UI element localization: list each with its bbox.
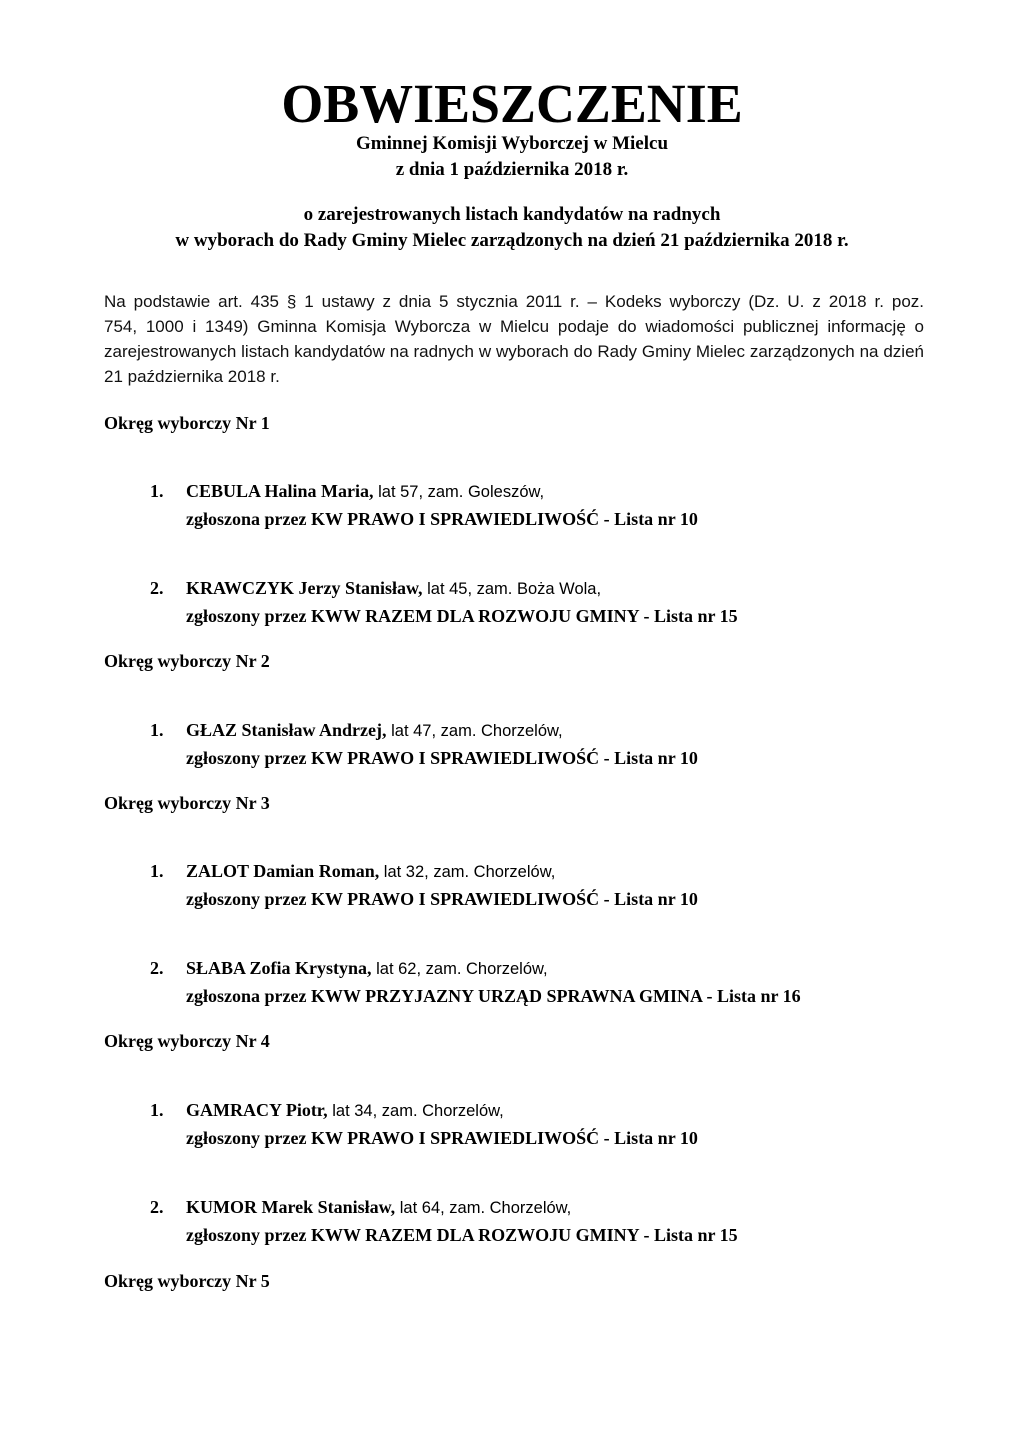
- candidate-name: SŁABA Zofia Krystyna,: [186, 958, 372, 978]
- candidate-entry: [150, 478, 698, 533]
- candidate-name: GŁAZ Stanisław Andrzej,: [186, 720, 387, 740]
- candidate-number: 2.: [150, 1197, 164, 1217]
- district-heading: Okręg wyborczy Nr 2: [104, 651, 270, 671]
- district-heading: Okręg wyborczy Nr 1: [104, 413, 270, 433]
- document-title: OBWIESZCZENIE: [281, 73, 743, 134]
- candidate-info: lat 57, zam. Goleszów,: [373, 483, 545, 501]
- date-line: z dnia 1 października 2018 r.: [395, 159, 629, 180]
- district-heading: Okręg wyborczy Nr 3: [104, 793, 270, 813]
- candidate-entry: [150, 955, 801, 1010]
- candidate-submitted-by: zgłoszony przez KWW RAZEM DLA ROZWOJU GMINY - Lista nr 15: [186, 606, 738, 626]
- body-line-3: zarejestrowanych listach kandydatów na radnych w wyborach do Rady Gminy Mielec zarządzonych na dzień: [104, 342, 924, 361]
- candidate-number: 2.: [150, 958, 164, 978]
- candidate-entry: [150, 1097, 698, 1152]
- candidate-entry: [150, 717, 698, 772]
- candidate-number: 1.: [150, 1100, 164, 1120]
- candidate-name: KRAWCZYK Jerzy Stanisław,: [186, 578, 423, 598]
- candidate-name: CEBULA Halina Maria,: [186, 481, 374, 501]
- body-paragraph: [104, 289, 924, 389]
- candidate-info: lat 47, zam. Chorzelów,: [386, 722, 563, 740]
- candidate-entry: [150, 858, 698, 913]
- district-heading: Okręg wyborczy Nr 5: [104, 1271, 270, 1291]
- candidate-name: GAMRACY Piotr,: [186, 1100, 328, 1120]
- candidate-submitted-by: zgłoszony przez KW PRAWO I SPRAWIEDLIWOŚĆ - Lista nr 10: [186, 748, 698, 768]
- candidate-submitted-by: zgłoszony przez KWW RAZEM DLA ROZWOJU GMINY - Lista nr 15: [186, 1225, 738, 1245]
- issuer-line: Gminnej Komisji Wyborczej w Mielcu: [355, 133, 669, 154]
- subject-line-1: o zarejestrowanych listach kandydatów na radnych: [303, 204, 721, 225]
- candidate-info: lat 32, zam. Chorzelów,: [379, 863, 556, 881]
- candidate-info: lat 64, zam. Chorzelów,: [395, 1199, 572, 1217]
- candidate-number: 1.: [150, 481, 164, 501]
- candidate-number: 2.: [150, 578, 164, 598]
- candidate-info: lat 45, zam. Boża Wola,: [422, 580, 602, 598]
- body-line-1: Na podstawie art. 435 § 1 ustawy z dnia 5 stycznia 2011 r. – Kodeks wyborczy (Dz. U. z 2018 r. poz.: [104, 292, 924, 311]
- candidate-submitted-by: zgłoszona przez KW PRAWO I SPRAWIEDLIWOŚĆ - Lista nr 10: [186, 509, 698, 529]
- district-heading: Okręg wyborczy Nr 4: [104, 1031, 270, 1051]
- candidate-number: 1.: [150, 861, 164, 881]
- candidate-submitted-by: zgłoszona przez KWW PRZYJAZNY URZĄD SPRAWNA GMINA - Lista nr 16: [186, 986, 801, 1006]
- candidate-name: ZALOT Damian Roman,: [186, 861, 380, 881]
- body-line-4: 21 października 2018 r.: [104, 367, 280, 386]
- candidate-info: lat 34, zam. Chorzelów,: [327, 1102, 504, 1120]
- candidate-entry: [150, 575, 738, 630]
- candidate-info: lat 62, zam. Chorzelów,: [371, 960, 548, 978]
- body-line-2: 754, 1000 i 1349) Gminna Komisja Wyborcza w Mielcu podaje do wiadomości publicznej informację o: [104, 317, 924, 336]
- candidate-submitted-by: zgłoszony przez KW PRAWO I SPRAWIEDLIWOŚĆ - Lista nr 10: [186, 1128, 698, 1148]
- candidate-number: 1.: [150, 720, 164, 740]
- candidate-entry: [150, 1194, 738, 1249]
- subject-line-2: w wyborach do Rady Gminy Mielec zarządzonych na dzień 21 października 2018 r.: [175, 230, 849, 251]
- candidate-submitted-by: zgłoszony przez KW PRAWO I SPRAWIEDLIWOŚĆ - Lista nr 10: [186, 889, 698, 909]
- candidate-name: KUMOR Marek Stanisław,: [186, 1197, 396, 1217]
